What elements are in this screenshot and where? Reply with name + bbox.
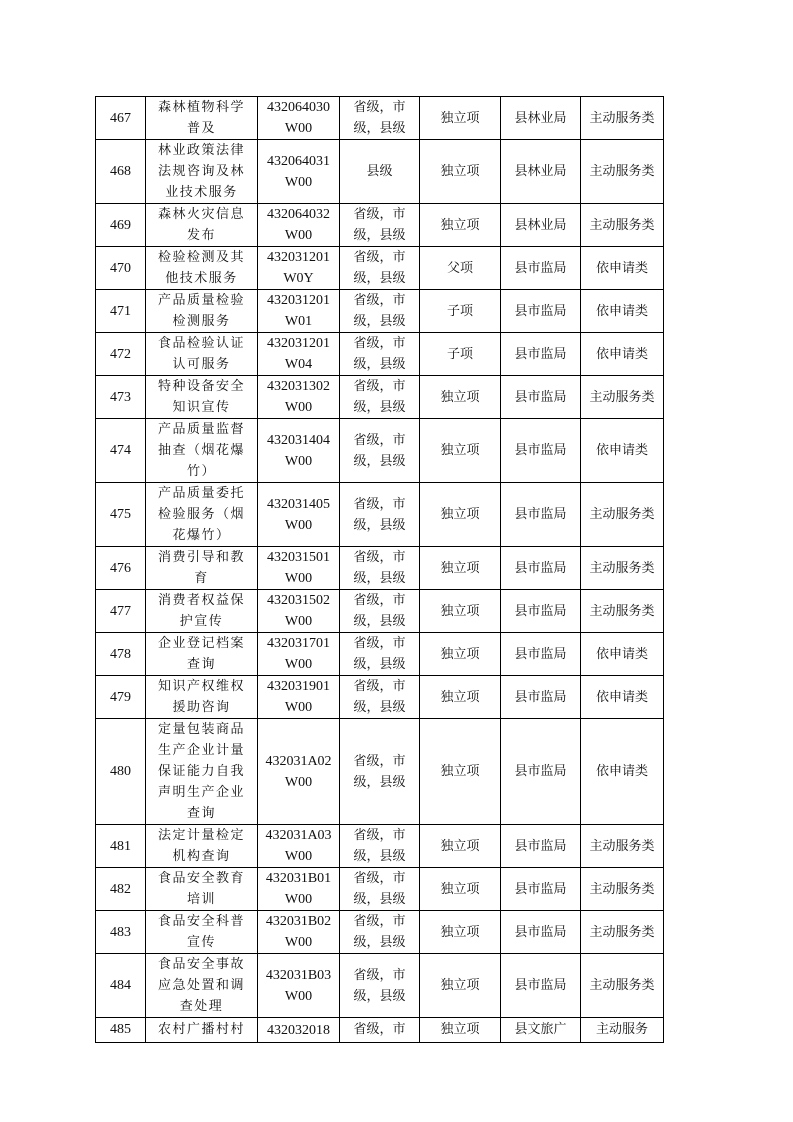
table-row <box>96 633 664 676</box>
cell-item-code: 432031502W00 <box>258 590 340 633</box>
cell-number: 483 <box>96 911 146 954</box>
cell-number: 467 <box>96 97 146 140</box>
cell-department: 县市监局 <box>501 483 581 547</box>
cell-department: 县林业局 <box>501 140 581 204</box>
cell-category: 主动服务类 <box>581 547 664 590</box>
cell-category: 主动服务类 <box>581 376 664 419</box>
cell-item-type: 独立项 <box>420 419 501 483</box>
cell-department: 县市监局 <box>501 633 581 676</box>
cell-number: 484 <box>96 954 146 1018</box>
cell-item-type: 父项 <box>420 247 501 290</box>
cell-item-name: 产品质量委托检验服务（烟花爆竹） <box>146 483 258 547</box>
cell-category: 主动服务类 <box>581 868 664 911</box>
cell-item-code: 432031B03W00 <box>258 954 340 1018</box>
cell-item-name: 食品检验认证认可服务 <box>146 333 258 376</box>
table-row <box>96 1018 664 1043</box>
cell-item-type: 子项 <box>420 290 501 333</box>
cell-level: 省级，市级，县级 <box>340 333 420 376</box>
cell-item-name: 林业政策法律法规咨询及林业技术服务 <box>146 140 258 204</box>
cell-item-type: 独立项 <box>420 590 501 633</box>
table-row <box>96 719 664 825</box>
cell-item-code: 432031B01W00 <box>258 868 340 911</box>
cell-category: 依申请类 <box>581 333 664 376</box>
cell-item-code: 432031901W00 <box>258 676 340 719</box>
cell-item-type: 独立项 <box>420 676 501 719</box>
cell-department: 县市监局 <box>501 825 581 868</box>
cell-item-name: 消费引导和教育 <box>146 547 258 590</box>
cell-number: 479 <box>96 676 146 719</box>
cell-item-type: 独立项 <box>420 204 501 247</box>
cell-number: 477 <box>96 590 146 633</box>
cell-level: 省级，市级，县级 <box>340 547 420 590</box>
cell-item-name: 森林植物科学普及 <box>146 97 258 140</box>
cell-level: 省级，市级，县级 <box>340 633 420 676</box>
cell-item-name: 食品安全教育培训 <box>146 868 258 911</box>
cell-department: 县市监局 <box>501 590 581 633</box>
cell-item-name: 食品安全科普宣传 <box>146 911 258 954</box>
cell-number: 485 <box>96 1018 146 1043</box>
cell-item-name: 产品质量检验检测服务 <box>146 290 258 333</box>
cell-category: 依申请类 <box>581 633 664 676</box>
cell-level: 省级，市级，县级 <box>340 483 420 547</box>
cell-category: 主动服务类 <box>581 140 664 204</box>
cell-item-code: 432031201W01 <box>258 290 340 333</box>
cell-item-code: 432064032W00 <box>258 204 340 247</box>
cell-department: 县市监局 <box>501 954 581 1018</box>
table-row <box>96 590 664 633</box>
cell-item-code: 432031404W00 <box>258 419 340 483</box>
cell-number: 474 <box>96 419 146 483</box>
cell-number: 478 <box>96 633 146 676</box>
cell-item-code: 432031701W00 <box>258 633 340 676</box>
cell-number: 470 <box>96 247 146 290</box>
cell-level: 省级，市级，县级 <box>340 911 420 954</box>
cell-department: 县市监局 <box>501 676 581 719</box>
table-row <box>96 290 664 333</box>
cell-item-type: 独立项 <box>420 376 501 419</box>
cell-category: 主动服务类 <box>581 97 664 140</box>
cell-department: 县文旅广 <box>501 1018 581 1043</box>
table-row <box>96 911 664 954</box>
cell-item-code: 432031A03W00 <box>258 825 340 868</box>
cell-item-code: 432031B02W00 <box>258 911 340 954</box>
table-row <box>96 547 664 590</box>
cell-item-name: 特种设备安全知识宣传 <box>146 376 258 419</box>
table-row <box>96 333 664 376</box>
cell-item-type: 子项 <box>420 333 501 376</box>
cell-level: 省级，市级，县级 <box>340 204 420 247</box>
cell-item-name: 产品质量监督抽查（烟花爆竹） <box>146 419 258 483</box>
cell-category: 主动服务类 <box>581 204 664 247</box>
cell-item-name: 法定计量检定机构查询 <box>146 825 258 868</box>
table-row <box>96 140 664 204</box>
cell-number: 469 <box>96 204 146 247</box>
cell-level: 省级，市级，县级 <box>340 247 420 290</box>
cell-item-code: 432031A02W00 <box>258 719 340 825</box>
table-row <box>96 97 664 140</box>
cell-item-type: 独立项 <box>420 911 501 954</box>
cell-level: 省级，市级，县级 <box>340 590 420 633</box>
cell-item-name: 检验检测及其他技术服务 <box>146 247 258 290</box>
cell-category: 依申请类 <box>581 419 664 483</box>
cell-level: 省级，市 <box>340 1018 420 1043</box>
cell-department: 县市监局 <box>501 719 581 825</box>
cell-category: 依申请类 <box>581 719 664 825</box>
table-row <box>96 247 664 290</box>
cell-item-code: 432031501W00 <box>258 547 340 590</box>
cell-category: 依申请类 <box>581 290 664 333</box>
cell-level: 省级，市级，县级 <box>340 676 420 719</box>
cell-level: 省级，市级，县级 <box>340 419 420 483</box>
cell-department: 县市监局 <box>501 333 581 376</box>
cell-level: 县级 <box>340 140 420 204</box>
table-body <box>96 97 664 1043</box>
cell-item-type: 独立项 <box>420 719 501 825</box>
table-row <box>96 954 664 1018</box>
cell-number: 472 <box>96 333 146 376</box>
cell-item-code: 432031201W0Y <box>258 247 340 290</box>
cell-department: 县市监局 <box>501 290 581 333</box>
cell-item-code: 432031201W04 <box>258 333 340 376</box>
cell-item-name: 定量包装商品生产企业计量保证能力自我声明生产企业查询 <box>146 719 258 825</box>
cell-number: 468 <box>96 140 146 204</box>
cell-item-code: 432032018 <box>258 1018 340 1043</box>
cell-department: 县市监局 <box>501 376 581 419</box>
cell-level: 省级，市级，县级 <box>340 290 420 333</box>
cell-category: 依申请类 <box>581 247 664 290</box>
cell-item-code: 432031302W00 <box>258 376 340 419</box>
cell-number: 473 <box>96 376 146 419</box>
cell-department: 县林业局 <box>501 97 581 140</box>
cell-category: 主动服务 <box>581 1018 664 1043</box>
cell-item-type: 独立项 <box>420 140 501 204</box>
cell-item-type: 独立项 <box>420 547 501 590</box>
cell-department: 县市监局 <box>501 911 581 954</box>
cell-item-code: 432031405W00 <box>258 483 340 547</box>
cell-item-type: 独立项 <box>420 633 501 676</box>
cell-category: 主动服务类 <box>581 954 664 1018</box>
cell-item-name: 企业登记档案查询 <box>146 633 258 676</box>
cell-item-type: 独立项 <box>420 954 501 1018</box>
cell-level: 省级，市级，县级 <box>340 719 420 825</box>
cell-department: 县市监局 <box>501 419 581 483</box>
service-list-table <box>95 96 664 1043</box>
cell-category: 主动服务类 <box>581 825 664 868</box>
cell-number: 482 <box>96 868 146 911</box>
cell-item-type: 独立项 <box>420 483 501 547</box>
cell-item-type: 独立项 <box>420 825 501 868</box>
cell-level: 省级，市级，县级 <box>340 825 420 868</box>
cell-category: 依申请类 <box>581 676 664 719</box>
cell-item-name: 消费者权益保护宣传 <box>146 590 258 633</box>
cell-number: 480 <box>96 719 146 825</box>
table-row <box>96 825 664 868</box>
table-row <box>96 376 664 419</box>
table-row <box>96 676 664 719</box>
cell-level: 省级，市级，县级 <box>340 954 420 1018</box>
cell-item-name: 农村广播村村 <box>146 1018 258 1043</box>
cell-department: 县市监局 <box>501 547 581 590</box>
cell-category: 主动服务类 <box>581 590 664 633</box>
table-row <box>96 419 664 483</box>
cell-item-name: 森林火灾信息发布 <box>146 204 258 247</box>
cell-level: 省级，市级，县级 <box>340 376 420 419</box>
table-row <box>96 204 664 247</box>
table-row <box>96 868 664 911</box>
cell-item-type: 独立项 <box>420 868 501 911</box>
cell-number: 476 <box>96 547 146 590</box>
cell-number: 475 <box>96 483 146 547</box>
cell-department: 县市监局 <box>501 868 581 911</box>
cell-level: 省级，市级，县级 <box>340 97 420 140</box>
cell-item-code: 432064031W00 <box>258 140 340 204</box>
cell-department: 县市监局 <box>501 247 581 290</box>
table-row <box>96 483 664 547</box>
cell-category: 主动服务类 <box>581 483 664 547</box>
cell-level: 省级，市级，县级 <box>340 868 420 911</box>
cell-department: 县林业局 <box>501 204 581 247</box>
cell-item-name: 知识产权维权援助咨询 <box>146 676 258 719</box>
cell-item-type: 独立项 <box>420 1018 501 1043</box>
cell-item-name: 食品安全事故应急处置和调查处理 <box>146 954 258 1018</box>
cell-item-type: 独立项 <box>420 97 501 140</box>
cell-number: 471 <box>96 290 146 333</box>
cell-item-code: 432064030W00 <box>258 97 340 140</box>
cell-category: 主动服务类 <box>581 911 664 954</box>
cell-number: 481 <box>96 825 146 868</box>
